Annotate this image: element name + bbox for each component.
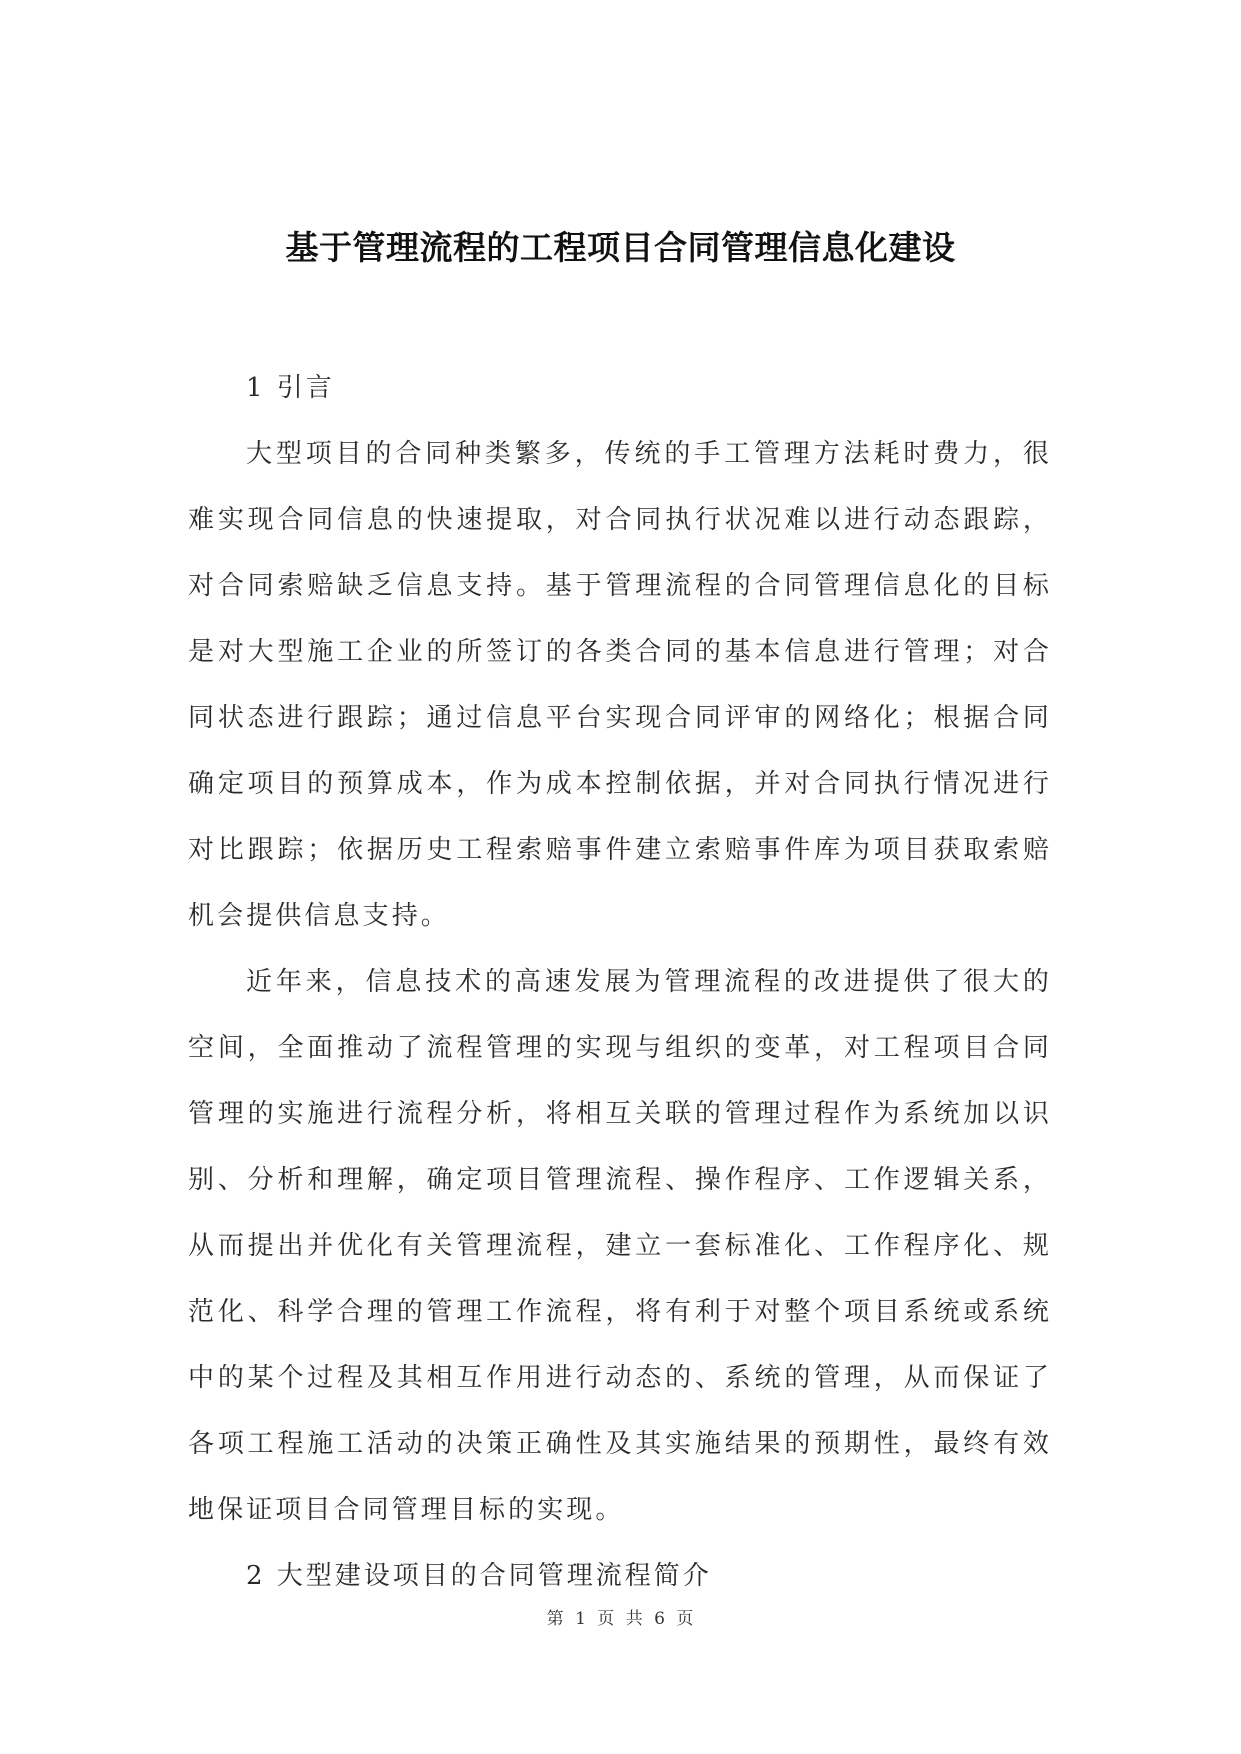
document-body [188, 355, 1052, 1609]
paragraph: 大型项目的合同种类繁多，传统的手工管理方法耗时费力，很难实现合同信息的快速提取，对合同执行状况难以进行动态跟踪，对合同索赔缺乏信息支持。基于管理流程的合同管理信息化的目标是对大型施工企业的所签订的各类合同的基本信息进行管理；对合同状态进行跟踪；通过信息平台实现合同评审的网络化；根据合同确定项目的预算成本，作为成本控制依据，并对合同执行情况进行对比跟踪；依据历史工程索赔事件建立索赔事件库为项目获取索赔机会提供信息支持。 [188, 439, 1052, 931]
section-heading-process: 2 大型建设项目的合同管理流程简介 [246, 1561, 712, 1591]
section-heading-intro: 1 引言 [246, 373, 335, 403]
paragraph: 近年来，信息技术的高速发展为管理流程的改进提供了很大的空间，全面推动了流程管理的实现与组织的变革，对工程项目合同管理的实施进行流程分析，将相互关联的管理过程作为系统加以识别、分析和理解，确定项目管理流程、操作程序、工作逻辑关系，从而提出并优化有关管理流程，建立一套标准化、工作程序化、规范化、科学合理的管理工作流程，将有利于对整个项目系统或系统中的某个过程及其相互作用进行动态的、系统的管理，从而保证了各项工程施工活动的决策正确性及其实施结果的预期性，最终有效地保证项目合同管理目标的实现。 [188, 967, 1052, 1525]
document-title: 基于管理流程的工程项目合同管理信息化建设 [285, 228, 956, 267]
page-number-footer: 第 1 页 共 6 页 [546, 1609, 695, 1629]
